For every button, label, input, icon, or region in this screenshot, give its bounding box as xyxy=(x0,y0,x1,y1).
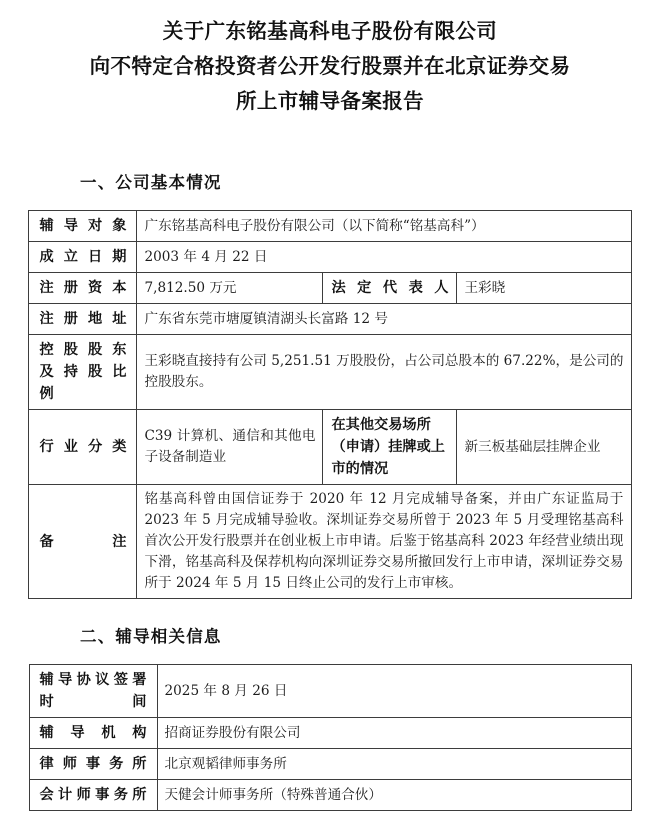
value-legal-representative: 王彩晓 xyxy=(457,273,631,304)
title-line-2: 向不特定合格投资者公开发行股票并在北京证券交易 xyxy=(89,55,571,78)
title-line-1: 关于广东铭基高科电子股份有限公司 xyxy=(162,20,498,43)
title-line-3: 所上市辅导备案报告 xyxy=(235,90,425,113)
guidance-info-table xyxy=(29,664,632,811)
table-row xyxy=(29,335,631,410)
value-guidance-institution: 招商证券股份有限公司 xyxy=(157,718,631,749)
label-industry-classification: 行业分类 xyxy=(29,410,137,485)
value-other-exchange-listing: 新三板基础层挂牌企业 xyxy=(457,410,631,485)
label-registered-address: 注册地址 xyxy=(29,304,137,335)
section-heading-company-basics: 一、公司基本情况 xyxy=(80,174,222,192)
label-line-3: 例 xyxy=(39,386,54,402)
table-row xyxy=(29,410,631,485)
table-row xyxy=(29,304,631,335)
table-row xyxy=(29,718,631,749)
label-line-1: 辅导协议签署 xyxy=(39,672,147,688)
label-controlling-shareholder xyxy=(29,335,137,410)
table-row xyxy=(29,211,631,242)
label-law-firm: 律师事务所 xyxy=(29,749,157,780)
value-accounting-firm: 天健会计师事务所（特殊普通合伙） xyxy=(157,780,631,811)
table-row xyxy=(29,273,631,304)
value-founded-date: 2003 年 4 月 22 日 xyxy=(137,242,631,273)
value-industry-classification: C39 计算机、通信和其他电子设备制造业 xyxy=(137,410,323,485)
label-guidance-target: 辅导对象 xyxy=(29,211,137,242)
page-title xyxy=(0,0,660,119)
table-row xyxy=(29,749,631,780)
label-agreement-sign-date xyxy=(29,665,157,718)
company-basics-table xyxy=(28,210,631,599)
value-registered-address: 广东省东莞市塘厦镇清湖头长富路 12 号 xyxy=(137,304,631,335)
label-guidance-institution: 辅导机构 xyxy=(29,718,157,749)
label-line-1: 控股股东 xyxy=(39,342,127,358)
value-guidance-target: 广东铭基高科电子股份有限公司（以下简称“铭基高科”） xyxy=(137,211,631,242)
value-agreement-sign-date: 2025 年 8 月 26 日 xyxy=(157,665,631,718)
table-row xyxy=(29,242,631,273)
label-founded-date: 成立日期 xyxy=(29,242,137,273)
table-row xyxy=(29,485,631,599)
label-registered-capital: 注册资本 xyxy=(29,273,137,304)
label-remark: 备注 xyxy=(29,485,137,599)
section-heading-guidance-info: 二、辅导相关信息 xyxy=(80,628,222,646)
value-remark: 铭基高科曾由国信证券于 2020 年 12 月完成辅导备案，并由广东证监局于 2023 年 5 月完成辅导验收。深圳证券交易所曾于 2023 年 5 月受理铭基高科首次公开发行股票并在创业板上市申请。后鉴于铭基高科 2023 年经营业绩出现下滑，铭基高科及保荐机构向深圳证券交易所撤回发行上市申请，深圳证券交易所于 2024 年 5 月 15 日终止公司的发行上市审核。 xyxy=(137,485,631,599)
value-registered-capital: 7,812.50 万元 xyxy=(137,273,323,304)
label-other-exchange-listing: 在其他交易场所（申请）挂牌或上市的情况 xyxy=(323,410,457,485)
label-legal-representative: 法定代表人 xyxy=(323,273,457,304)
table-row xyxy=(29,665,631,718)
value-controlling-shareholder: 王彩晓直接持有公司 5,251.51 万股股份，占公司总股本的 67.22%，是公司的控股股东。 xyxy=(137,335,631,410)
label-line-2: 时 间 xyxy=(39,694,147,710)
label-accounting-firm: 会计师事务所 xyxy=(29,780,157,811)
value-law-firm: 北京观韬律师事务所 xyxy=(157,749,631,780)
table-row xyxy=(29,780,631,811)
label-line-2: 及持股比 xyxy=(39,364,127,380)
